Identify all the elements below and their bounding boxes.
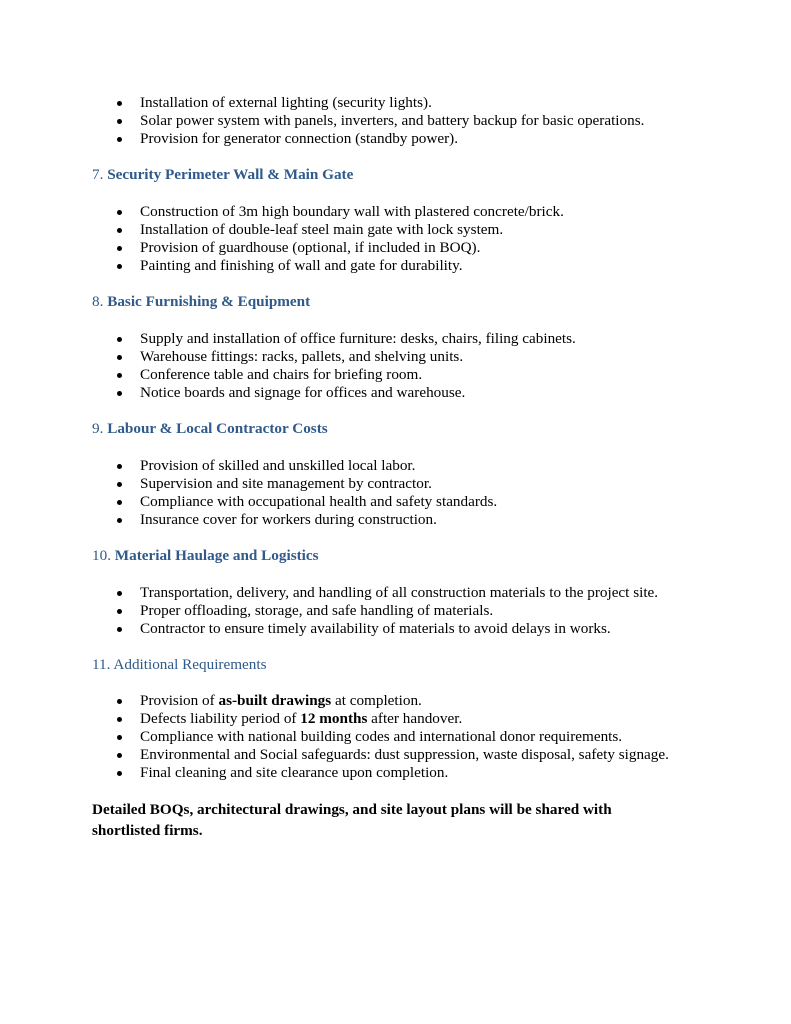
section-11-list bbox=[0, 692, 791, 782]
list-item: Transportation, delivery, and handling of all construction materials to the project site. bbox=[0, 584, 791, 602]
bullet-icon bbox=[117, 355, 122, 360]
bullet-icon bbox=[117, 627, 122, 632]
list-item: Solar power system with panels, inverters, and battery backup for basic operations. bbox=[0, 112, 791, 130]
section-number: 9. bbox=[92, 420, 104, 437]
section-title: Material Haulage and Logistics bbox=[114, 547, 319, 564]
bullet-icon bbox=[117, 210, 122, 215]
bullet-icon bbox=[117, 518, 122, 523]
list-item: Defects liability period of 12 months after handover. bbox=[0, 710, 791, 728]
section-heading-9 bbox=[92, 420, 328, 438]
section-heading-11 bbox=[92, 656, 267, 674]
bullet-icon bbox=[117, 591, 122, 596]
list-item: Environmental and Social safeguards: dust suppression, waste disposal, safety signage. bbox=[0, 746, 791, 764]
section-heading-8 bbox=[92, 293, 310, 311]
section-title: Security Perimeter Wall & Main Gate bbox=[107, 166, 354, 183]
section-heading-10 bbox=[92, 547, 319, 565]
list-item: Painting and finishing of wall and gate for durability. bbox=[0, 257, 791, 275]
list-item: Installation of external lighting (security lights). bbox=[0, 94, 791, 112]
section-7-list bbox=[0, 203, 791, 275]
intro-list bbox=[0, 94, 791, 148]
list-item: Provision of skilled and unskilled local labor. bbox=[0, 457, 791, 475]
bullet-icon bbox=[117, 609, 122, 614]
bullet-icon bbox=[117, 264, 122, 269]
list-item: Supply and installation of office furniture: desks, chairs, filing cabinets. bbox=[0, 330, 791, 348]
list-item: Supervision and site management by contractor. bbox=[0, 475, 791, 493]
list-item: Provision of as-built drawings at completion. bbox=[0, 692, 791, 710]
section-title: 11. Additional Requirements bbox=[92, 656, 267, 673]
list-item: Construction of 3m high boundary wall with plastered concrete/brick. bbox=[0, 203, 791, 221]
list-item: Installation of double-leaf steel main gate with lock system. bbox=[0, 221, 791, 239]
list-item: Compliance with national building codes and international donor requirements. bbox=[0, 728, 791, 746]
bullet-icon bbox=[117, 735, 122, 740]
list-item: Provision for generator connection (standby power). bbox=[0, 130, 791, 148]
bullet-icon bbox=[117, 482, 122, 487]
bullet-icon bbox=[117, 391, 122, 396]
list-item: Provision of guardhouse (optional, if included in BOQ). bbox=[0, 239, 791, 257]
section-10-list bbox=[0, 584, 791, 638]
list-item: Contractor to ensure timely availability of materials to avoid delays in works. bbox=[0, 620, 791, 638]
section-number: 8. bbox=[92, 293, 104, 310]
bullet-icon bbox=[117, 500, 122, 505]
bullet-icon bbox=[117, 137, 122, 142]
bullet-icon bbox=[117, 101, 122, 106]
bullet-icon bbox=[117, 771, 122, 776]
list-item: Compliance with occupational health and safety standards. bbox=[0, 493, 791, 511]
list-item: Proper offloading, storage, and safe handling of materials. bbox=[0, 602, 791, 620]
list-item: Conference table and chairs for briefing room. bbox=[0, 366, 791, 384]
list-item: Notice boards and signage for offices and warehouse. bbox=[0, 384, 791, 402]
list-item: Final cleaning and site clearance upon completion. bbox=[0, 764, 791, 782]
bullet-icon bbox=[117, 246, 122, 251]
section-number: 7. bbox=[92, 166, 104, 183]
closing-note: Detailed BOQs, architectural drawings, and site layout plans will be shared with shortlisted firms. bbox=[92, 801, 612, 839]
list-item: Insurance cover for workers during construction. bbox=[0, 511, 791, 529]
list-item: Warehouse fittings: racks, pallets, and shelving units. bbox=[0, 348, 791, 366]
section-title: Basic Furnishing & Equipment bbox=[107, 293, 311, 310]
section-title: Labour & Local Contractor Costs bbox=[107, 420, 328, 437]
section-8-list bbox=[0, 330, 791, 402]
bullet-icon bbox=[117, 699, 122, 704]
section-heading-7 bbox=[92, 166, 353, 184]
section-number: 10. bbox=[92, 547, 111, 564]
section-9-list bbox=[0, 457, 791, 529]
bullet-icon bbox=[117, 464, 122, 469]
bullet-icon bbox=[117, 753, 122, 758]
bullet-icon bbox=[117, 228, 122, 233]
bullet-icon bbox=[117, 373, 122, 378]
bullet-icon bbox=[117, 337, 122, 342]
bullet-icon bbox=[117, 717, 122, 722]
bullet-icon bbox=[117, 119, 122, 124]
